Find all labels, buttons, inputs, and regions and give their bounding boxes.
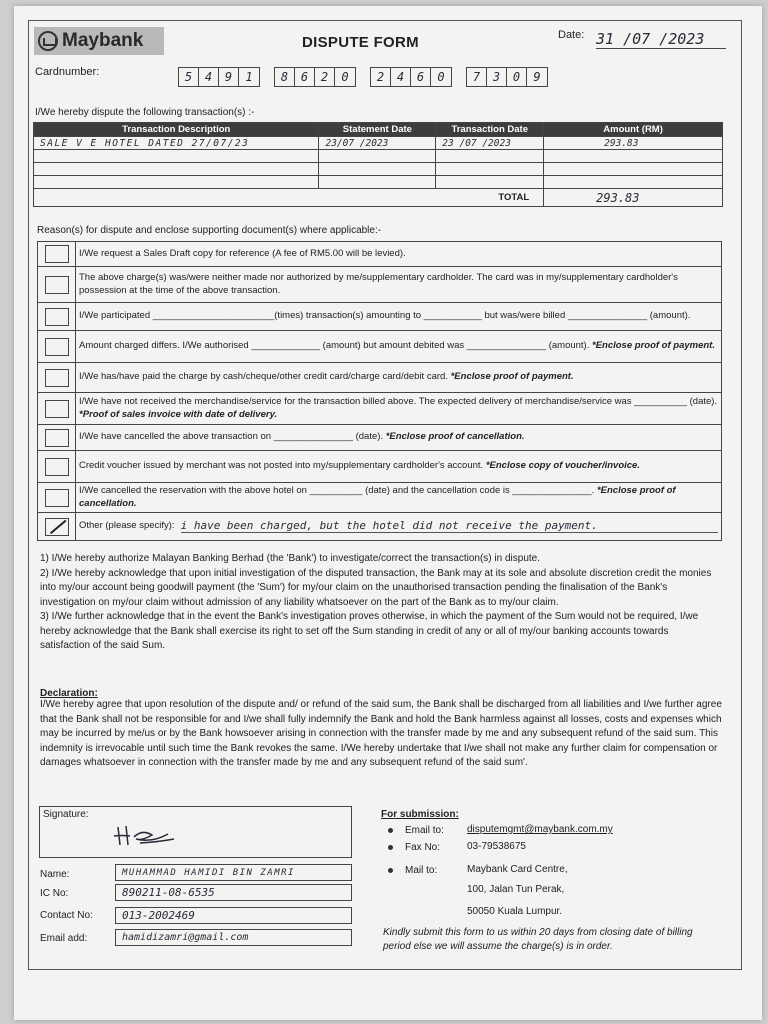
clause-1: 1) I/We hereby authorize Malayan Banking Berhad (the 'Bank') to investigate/correct the transaction(s) in dispute. [40,553,541,564]
card-digit[interactable]: 2 [371,68,391,86]
reason-hint: *Enclose proof of payment. [450,371,574,383]
brand-name: Maybank [62,30,144,51]
card-digit[interactable]: 7 [467,68,487,86]
reason-text: The above charge(s) was/were neither made nor authorized by me/supplementary cardholder. The card was in my/supplementary cardholder's possession at the time of the above transaction. [79,272,678,296]
submission-fax-label: Fax No: [405,842,441,853]
reason-text: I/We has/have paid the charge by cash/cheque/other credit card/charge card/debit card. *Enclose proof of payment. [79,371,574,383]
submission-mail-label: Mail to: [405,865,438,876]
name-field[interactable]: MUHAMMAD HAMIDI BIN ZAMRI [115,864,352,881]
maybank-logo [34,27,164,55]
reason-row [37,267,722,303]
email-label: Email add: [40,933,88,944]
clause-2: 2) I/We hereby acknowledge that upon initial investigation of the disputed transaction, the Bank may at its sole and absolute discretion credit the monies into my/our account being goodwill payment (the 'Sum') for my/our claim on the unauthorised transaction pending the finalisation of the Bank's investigation on my/our claim without admission of any liability whatsoever on the part of the Bank as to my/our claim. [40,567,712,608]
contact-field[interactable]: 013-2002469 [115,907,352,924]
signature-label: Signature: [43,809,89,820]
clauses [40,552,720,654]
maybank-tiger-icon [38,31,58,51]
reason-hint: *Enclose proof of payment. [592,340,715,352]
reason-checkbox[interactable] [45,489,69,507]
card-digit[interactable]: 4 [199,68,219,86]
cell-description[interactable]: SALE V E HOTEL DATED 27/07/23 [34,137,319,150]
cell-statement-date[interactable] [319,176,436,189]
form-title: DISPUTE FORM [302,34,419,51]
card-digit[interactable]: 0 [437,70,445,84]
card-digit[interactable]: 2 [315,68,335,86]
reasons-list [37,241,722,541]
mail-address-line: 100, Jalan Tun Perak, [467,884,565,895]
reason-text: Credit voucher issued by merchant was not posted into my/supplementary cardholder's account. *Enclose copy of voucher/invoice. [79,460,640,472]
card-number-label: Cardnumber: [35,66,100,78]
reason-hint: *Enclose proof of cancellation. [385,431,525,443]
card-digit[interactable]: 0 [341,70,349,84]
total-label: TOTAL [34,189,544,207]
reasons-intro: Reason(s) for dispute and enclose supporting document(s) where applicable:- [37,225,382,236]
reason-checkbox[interactable] [45,429,69,447]
other-checkbox[interactable] [45,518,69,536]
table-row [34,176,723,189]
bullet-icon [388,868,393,873]
reason-hint: *Proof of sales invoice with date of delivery. [79,408,278,420]
submission-title: For submission: [381,809,459,820]
reason-checkbox[interactable] [45,400,69,418]
reason-hint: *Enclose proof of cancellation. [79,485,676,509]
cell-transaction-date[interactable]: 23 /07 /2023 [436,137,544,150]
bullet-icon [388,845,393,850]
reason-text: I/We request a Sales Draft copy for reference (A fee of RM5.00 will be levied). [79,247,406,259]
card-digit[interactable]: 9 [219,68,239,86]
column-header: Transaction Description [34,123,319,137]
reason-checkbox[interactable] [45,308,69,326]
card-digit[interactable]: 0 [507,68,527,86]
email-field[interactable]: hamidizamri@gmail.com [115,929,352,946]
reason-row [37,483,722,513]
reason-row [37,303,722,331]
submission-email-link[interactable]: disputemgmt@maybank.com.my [467,824,613,835]
other-specify-field[interactable]: i have been charged, but the hotel did not receive the payment. [181,520,718,534]
card-group-1 [178,67,260,87]
declaration-text: I/We hereby agree that upon resolution of the dispute and/ or refund of the said sum, the Bank shall be discharged from all liabilities and I/we further agree that the Bank shall not be responsible for and I/we shall fully indemnify the Bank and hold the Bank harmless against all losses, costs and expenses which may be incurred by me/us or by the Bank howsoever arising in connection with the transfer made by me and any subsequent refund of the said sum. This indemnity is irrevocable until such time the Bank revokes the same. I/We hereby undertake that I/we shall not make any further claim for compensation or damages whatsoever in connection with the transfer made by me and any subsequent refund of the said sum'. [40,699,722,768]
transactions-intro: I/We hereby dispute the following transaction(s) :- [35,107,255,118]
mail-address-line: Maybank Card Centre, [467,864,568,875]
reason-checkbox[interactable] [45,245,69,263]
reason-row [37,363,722,393]
reason-row-other [37,513,722,541]
card-group-3 [370,67,452,87]
column-header: Statement Date [319,123,436,137]
clause-3: 3) I/We further acknowledge that in the event the Bank's investigation proves otherwise, in which the payment of the Sum would not be required, I/we hereby acknowledge that the Bank shall exercise its right to set off the Sum standing in credit of any or all of my/our banking accounts towards satisfaction of the said Sum. [40,611,699,651]
date-label: Date: [558,29,585,41]
mail-address-line: 50050 Kuala Lumpur. [467,906,563,917]
cell-amount[interactable]: 293.83 [544,137,723,150]
ic-field[interactable]: 890211-08-6535 [115,884,352,901]
submission-mail-row [388,865,437,876]
table-row [34,150,723,163]
table-row [34,163,723,176]
cell-amount[interactable] [544,176,723,189]
date-field[interactable]: 31 /07 /2023 [596,30,726,49]
card-number-field[interactable] [178,67,548,87]
reason-checkbox[interactable] [45,369,69,387]
contact-label: Contact No: [40,910,93,921]
card-digit[interactable]: 6 [295,68,315,86]
reason-row [37,393,722,425]
cell-transaction-date[interactable] [436,150,544,163]
total-row [34,189,723,207]
card-digit[interactable]: 9 [533,70,541,84]
cell-description[interactable] [34,163,319,176]
card-digit[interactable]: 1 [245,70,253,84]
signature-box[interactable] [39,806,352,858]
name-label: Name: [40,869,70,880]
card-digit[interactable]: 4 [391,68,411,86]
reason-text: Amount charged differs. I/We authorised _____________ (amount) but amount debited was _______________ (amount). *Enclose proof of payment. [79,340,715,352]
card-digit[interactable]: 8 [275,68,295,86]
signature-drawing [112,823,182,849]
reason-text: I/We have not received the merchandise/service for the transaction billed above. The expected delivery of merchandise/service was __________ (date). *Proof of sales invoice with date of delivery. [79,396,718,420]
reason-row [37,331,722,363]
ic-label: IC No: [40,888,69,899]
table-row [34,137,723,150]
card-digit[interactable]: 6 [411,68,431,86]
reason-row [37,451,722,483]
reason-text: I/We cancelled the reservation with the above hotel on __________ (date) and the cancellation code is _______________. *Enclose proof of cancellation. [79,485,676,509]
cell-amount[interactable] [544,150,723,163]
cell-description[interactable] [34,150,319,163]
cell-statement-date[interactable] [319,163,436,176]
submission-email-label: Email to: [405,825,444,836]
card-group-2 [274,67,356,87]
reason-checkbox[interactable] [45,458,69,476]
declaration-title: Declaration: [40,688,98,699]
other-label: Other (please specify): [79,520,175,532]
submission-note: Kindly submit this form to us within 20 days from closing date of billing period else we will assume the charge(s) is in order. [383,927,693,952]
card-digit[interactable]: 5 [179,68,199,86]
submission-email-row [388,825,444,836]
transactions-table [33,122,723,207]
column-header: Amount (RM) [544,123,723,137]
reason-checkbox[interactable] [45,276,69,294]
reason-hint: *Enclose copy of voucher/invoice. [485,460,640,472]
card-digit[interactable]: 3 [487,68,507,86]
table-header-row [34,123,723,137]
reason-checkbox[interactable] [45,338,69,356]
bullet-icon [388,828,393,833]
cell-transaction-date[interactable] [436,163,544,176]
submission-fax-number: 03-79538675 [467,841,526,852]
reason-row [37,241,722,267]
card-group-4 [466,67,548,87]
submission-fax-row [388,842,440,853]
cell-statement-date[interactable] [319,150,436,163]
reason-row [37,425,722,451]
total-amount[interactable]: 293.83 [544,189,723,207]
cell-amount[interactable] [544,163,723,176]
reason-text: I/We participated _______________________(times) transaction(s) amounting to ___________ but was/were billed _______________ (amount). [79,310,691,322]
cell-description[interactable] [34,176,319,189]
column-header: Transaction Date [436,123,544,137]
cell-statement-date[interactable]: 23/07 /2023 [319,137,436,150]
reason-text: I/We have cancelled the above transaction on _______________ (date). *Enclose proof of cancellation. [79,431,525,443]
cell-transaction-date[interactable] [436,176,544,189]
